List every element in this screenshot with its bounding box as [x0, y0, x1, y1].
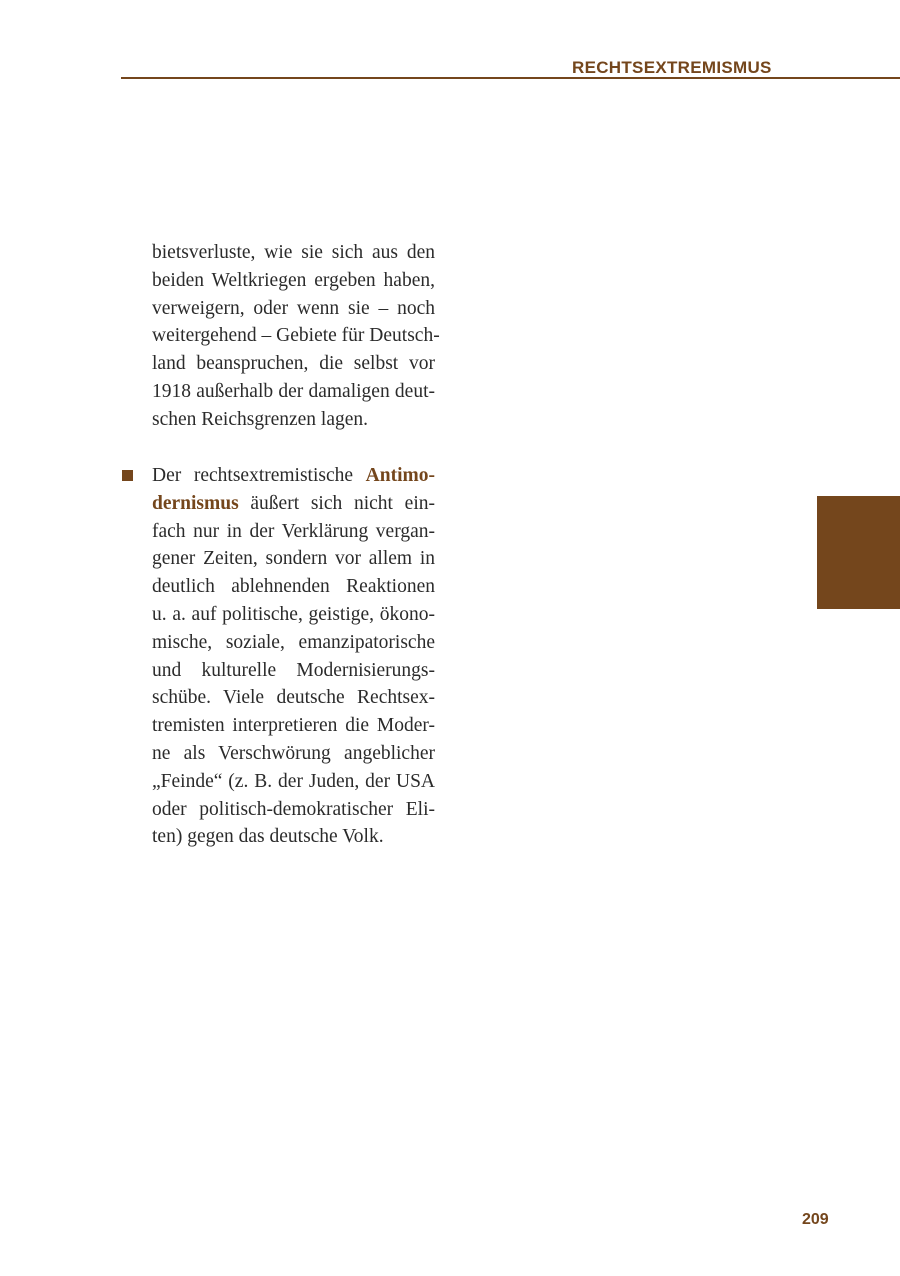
text-line: [152, 490, 435, 518]
text-line: schübe. Viele deutsche Rechtsex-: [152, 687, 435, 709]
text-line: beiden Weltkriegen ergeben haben,: [152, 269, 435, 291]
highlighted-term: Antimo-: [365, 465, 435, 486]
text-line: ten) gegen das deutsche Volk.: [152, 826, 384, 848]
text-line: gener Zeiten, sondern vor allem in: [152, 548, 435, 570]
text-line: „Feinde“ (z. B. der Juden, der USA: [152, 770, 435, 792]
chapter-thumb-tab: [817, 496, 900, 609]
bullet-intro: Der rechtsextremistische: [152, 465, 366, 486]
text-line: weitergehend – Gebiete für Deutsch-: [152, 325, 440, 347]
text-line: mische, soziale, emanzipatorische: [152, 631, 435, 653]
running-head: RECHTSEXTREMISMUS: [572, 58, 772, 77]
page-number: 209: [802, 1211, 829, 1228]
text-line: fach nur in der Verklärung vergan-: [152, 520, 435, 542]
text-line: ne als Verschwörung angeblicher: [152, 742, 435, 764]
text-line: 1918 außerhalb der damaligen deut-: [152, 380, 435, 402]
highlighted-term-continued: dernismus: [152, 492, 239, 514]
bullet-paragraph: [152, 462, 435, 851]
bullet-square-icon: [122, 470, 133, 481]
text-line: tremisten interpretieren die Moder-: [152, 715, 435, 737]
text-line: schen Reichsgrenzen lagen.: [152, 408, 369, 430]
text-line: deutlich ablehnenden Reaktionen: [152, 576, 435, 598]
header-rule: [121, 77, 900, 79]
text-line: und kulturelle Modernisierungs-: [152, 659, 435, 681]
text-line: bietsverluste, wie sie sich aus den: [152, 242, 435, 263]
text-line: oder politisch-demokratischer Eli-: [152, 798, 435, 820]
text-line: u. a. auf politische, geistige, ökono-: [152, 603, 435, 625]
line-rest: äußert sich nicht ein-: [238, 492, 435, 514]
text-line: land beanspruchen, die selbst vor: [152, 353, 435, 375]
continuation-paragraph: [152, 239, 440, 434]
text-line: verweigern, oder wenn sie – noch: [152, 297, 435, 319]
text-line: [152, 462, 435, 490]
